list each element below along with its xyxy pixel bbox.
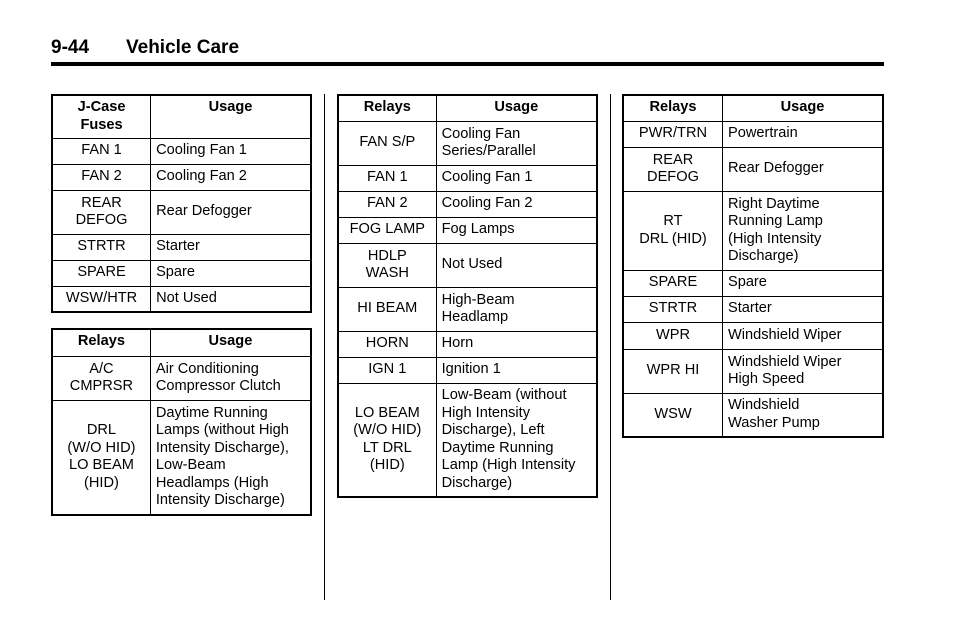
fuse-name: STRTR [52, 234, 151, 260]
column-header: Relays [623, 95, 722, 121]
fuse-usage: Spare [151, 260, 311, 286]
relay-usage: Cooling Fan Series/Parallel [436, 121, 597, 165]
relay-usage: Cooling Fan 2 [436, 191, 597, 217]
table-row [52, 286, 311, 312]
relay-name: DRL (W/O HID) LO BEAM (HID) [52, 400, 150, 515]
page-number: 9-44 [51, 37, 90, 58]
relay-usage: Right Daytime Running Lamp (High Intensity Discharge) [722, 191, 883, 270]
table-row [52, 260, 311, 286]
relay-usage: Cooling Fan 1 [436, 165, 597, 191]
relay-name: PWR/TRN [623, 121, 722, 147]
fuse-name: FAN 2 [52, 164, 151, 190]
relay-name: WPR HI [623, 349, 722, 393]
relay-name: SPARE [623, 270, 722, 296]
column-divider [324, 94, 325, 600]
relay-usage: Low-Beam (without High Intensity Discharge), Left Daytime Running Lamp (High Intensity Discharge) [436, 383, 597, 497]
table-row [623, 349, 883, 393]
jcase-fuses-table [51, 94, 312, 313]
relay-usage: Fog Lamps [436, 217, 597, 243]
table-row [623, 191, 883, 270]
relay-name: FOG LAMP [338, 217, 436, 243]
relay-name: HDLP WASH [338, 243, 436, 287]
table-row [52, 400, 311, 515]
column-header: Relays [338, 95, 436, 121]
table-row [623, 393, 883, 437]
relay-name: RT DRL (HID) [623, 191, 722, 270]
header-rule [51, 62, 884, 66]
table-row [338, 383, 597, 497]
relay-usage: Windshield Wiper High Speed [722, 349, 883, 393]
table-row [623, 322, 883, 349]
table-row [623, 270, 883, 296]
relay-name: FAN S/P [338, 121, 436, 165]
column-header: Usage [722, 95, 883, 121]
column-header: Usage [150, 329, 311, 356]
table-row [623, 121, 883, 147]
table-row [52, 190, 311, 234]
relay-usage: Rear Defogger [722, 147, 883, 191]
relay-name: STRTR [623, 296, 722, 322]
relay-name: HORN [338, 331, 436, 357]
relays-table-right [622, 94, 884, 438]
column-header: Usage [151, 95, 311, 138]
relay-usage: Windshield Washer Pump [722, 393, 883, 437]
table-row [338, 357, 597, 383]
fuse-usage: Starter [151, 234, 311, 260]
table-row [338, 331, 597, 357]
fuse-usage: Rear Defogger [151, 190, 311, 234]
column-divider [610, 94, 611, 600]
relay-usage: High-Beam Headlamp [436, 287, 597, 331]
fuse-name: WSW/HTR [52, 286, 151, 312]
fuse-usage: Cooling Fan 2 [151, 164, 311, 190]
relay-name: A/C CMPRSR [52, 356, 150, 400]
relay-usage: Spare [722, 270, 883, 296]
relay-usage: Air Conditioning Compressor Clutch [150, 356, 311, 400]
relay-name: FAN 1 [338, 165, 436, 191]
table-row [338, 287, 597, 331]
relays-table-left [51, 328, 312, 516]
table-row [338, 191, 597, 217]
relay-usage: Not Used [436, 243, 597, 287]
table-row [52, 138, 311, 164]
column-header: Relays [52, 329, 150, 356]
fuse-name: REAR DEFOG [52, 190, 151, 234]
table-row [623, 147, 883, 191]
table-row [52, 356, 311, 400]
relay-usage: Daytime Running Lamps (without High Intensity Discharge), Low-Beam Headlamps (High Intensity Discharge) [150, 400, 311, 515]
fuse-usage: Not Used [151, 286, 311, 312]
relay-usage: Horn [436, 331, 597, 357]
table-row [338, 165, 597, 191]
table-row [623, 296, 883, 322]
table-row [52, 234, 311, 260]
relay-usage: Ignition 1 [436, 357, 597, 383]
relay-name: REAR DEFOG [623, 147, 722, 191]
table-row [338, 121, 597, 165]
relay-usage: Starter [722, 296, 883, 322]
table-row [52, 164, 311, 190]
table-row [338, 217, 597, 243]
relay-name: WPR [623, 322, 722, 349]
relay-name: HI BEAM [338, 287, 436, 331]
page-header [51, 37, 884, 59]
fuse-usage: Cooling Fan 1 [151, 138, 311, 164]
section-title: Vehicle Care [126, 37, 240, 58]
column-header: J-Case Fuses [52, 95, 151, 138]
column-header: Usage [436, 95, 597, 121]
table-row [338, 243, 597, 287]
fuse-name: FAN 1 [52, 138, 151, 164]
relay-usage: Powertrain [722, 121, 883, 147]
relay-name: FAN 2 [338, 191, 436, 217]
relay-name: LO BEAM (W/O HID) LT DRL (HID) [338, 383, 436, 497]
relay-name: WSW [623, 393, 722, 437]
relays-table-middle [337, 94, 598, 498]
relay-name: IGN 1 [338, 357, 436, 383]
relay-usage: Windshield Wiper [722, 322, 883, 349]
fuse-name: SPARE [52, 260, 151, 286]
